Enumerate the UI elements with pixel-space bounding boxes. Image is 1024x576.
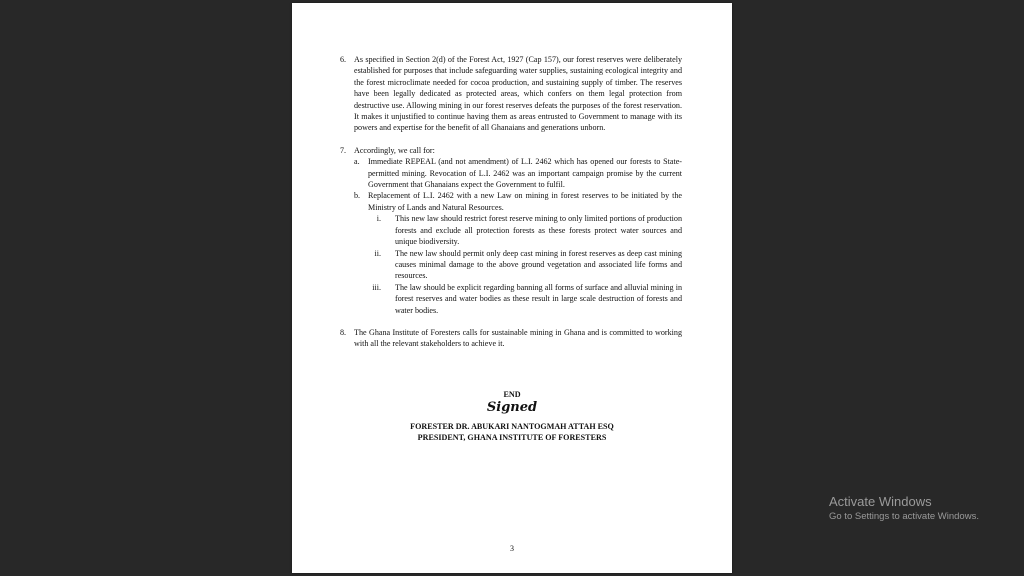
document-page [292, 3, 732, 573]
sublist-text: The law should be explicit regarding banning all forms of surface and alluvial mining in forest reserves and water bodies as these result in large scale destruction of forests and water bodies. [395, 282, 682, 315]
sublist-label: ii. [374, 248, 381, 258]
sublist-text: This new law should restrict forest reserve mining to only limited portions of production forests and exclude all protection forests as these forests protect water sources and unique biodiversity. [395, 214, 682, 247]
paragraph-text: As specified in Section 2(d) of the Forest Act, 1927 (Cap 157), our forest reserves were deliberately established for purposes that include safeguarding water supplies, sustaining ecological integrity and the forest microclimate needed for cocoa production, and sustaining supply of timber. The reserves have been legally dedicated as protected areas, which confers on them legal protection from destructive use. Allowing mining in our forest reserves defeats the purposes of the forest reservation. It makes it unjustified to continue having them as areas entrusted to Government to manage with its powers and expertise for the benefit of all Ghanaians and generations unborn. [354, 55, 682, 133]
paragraph-number: 7. [340, 145, 347, 155]
paragraph-number: 6. [340, 55, 347, 64]
sublist-item-iii [340, 282, 682, 316]
list-label: a. [354, 157, 360, 167]
signature: Signed [486, 400, 538, 415]
signatory-title: PRESIDENT, GHANA INSTITUTE OF FORESTERS [417, 433, 607, 443]
page-number: 3 [510, 544, 514, 553]
paragraph-intro: Accordingly, we call for: [354, 145, 435, 155]
sublist-item-ii [340, 248, 682, 282]
sublist-label: iii. [372, 282, 381, 292]
end-marker: END [503, 390, 521, 399]
document-body [340, 54, 682, 361]
activate-windows-watermark [829, 494, 979, 524]
watermark-title: Activate Windows [829, 494, 932, 509]
watermark-subtitle: Go to Settings to activate Windows. [829, 511, 979, 522]
sublist-label: i. [376, 214, 381, 224]
list-item-a [340, 156, 682, 190]
list-item-b [340, 190, 682, 213]
list-label: b. [354, 191, 361, 201]
paragraph-6 [340, 54, 682, 134]
signatory-name: FORESTER DR. ABUKARI NANTOGMAH ATTAH ESQ [410, 422, 614, 431]
paragraph-number: 8. [340, 327, 347, 337]
signatory-block [292, 421, 732, 444]
list-text: Replacement of L.I. 2462 with a new Law on mining in forest reserves to be initiated by the Ministry of Lands and Natural Resources. [368, 191, 682, 212]
paragraph-7 [340, 145, 682, 316]
sublist-text: The new law should permit only deep cast mining in forest reserves as deep cast mining causes minimal damage to the above ground vegetation and associated life forms and resources. [395, 248, 682, 281]
list-text: Immediate REPEAL (and not amendment) of L.I. 2462 which has opened our forests to State-permitted mining. Revocation of L.I. 2462 was an important campaign promise by the current Government that Ghanaians expect the Government to fulfil. [368, 157, 682, 190]
paragraph-text: The Ghana Institute of Foresters calls for sustainable mining in Ghana and is committed to working with all the relevant stakeholders to achieve it. [354, 327, 682, 349]
paragraph-8 [340, 327, 682, 350]
sublist-item-i [340, 213, 682, 247]
